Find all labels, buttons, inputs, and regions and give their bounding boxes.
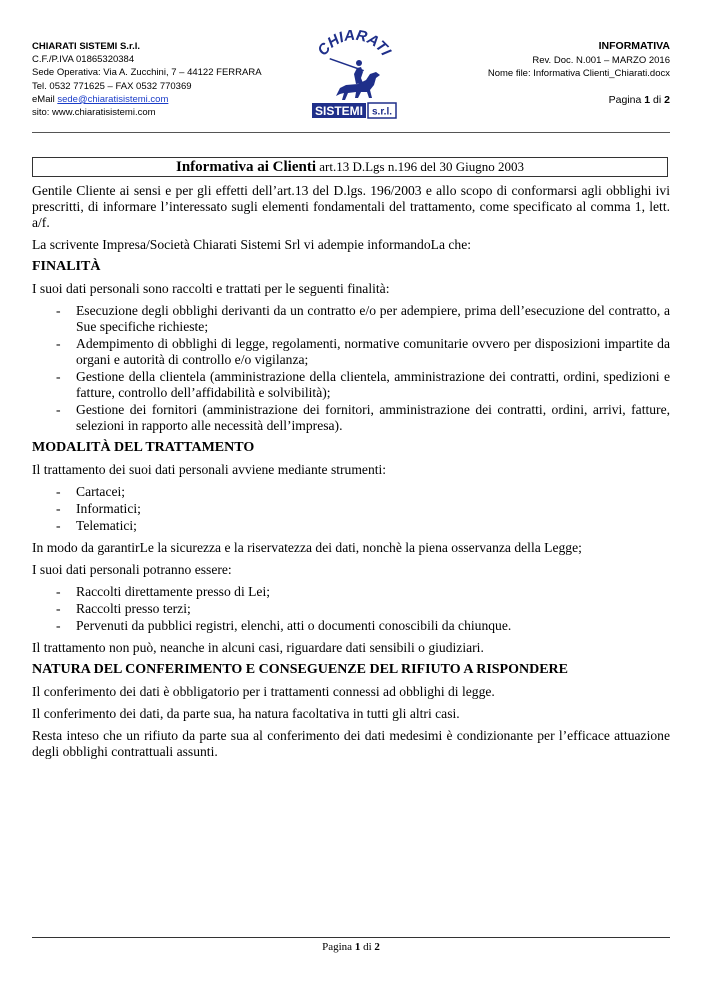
list-item-text: Gestione dei fornitori (amministrazione dei fornitori, amministrazione dei contratti, ordini, arrivi, fatture, selezioni in rapporto alle necessità dell’impresa). xyxy=(76,402,670,433)
list-item-text: Raccolti direttamente presso di Lei; xyxy=(76,584,271,599)
footer-page-prefix: Pagina xyxy=(322,941,355,953)
finalita-paragraph: I suoi dati personali sono raccolti e trattati per le seguenti finalità: xyxy=(32,281,390,296)
list-item: - Raccolti presso terzi; xyxy=(56,601,191,616)
list-item: - Cartacei; xyxy=(56,484,126,499)
footer-divider xyxy=(32,937,670,938)
document-info xyxy=(488,40,670,107)
company-name: CHIARATI SISTEMI S.r.l. xyxy=(32,41,141,52)
footer-page-number xyxy=(0,941,702,953)
document-filename: Nome file: Informativa Clienti_Chiarati.docx xyxy=(487,68,670,80)
list-item: - Esecuzione degli obblighi derivanti da un contratto e/o per adempiere, prima dell’esecuzione del contratto, a Sue specifiche richieste; xyxy=(56,303,670,334)
document-revision: Rev. Doc. N.001 – MARZO 2016 xyxy=(532,55,670,67)
list-item-text: Gestione della clientela (amministrazione della clientela, amministrazione dei contratti, ordini, spedizioni e fatture, controllo dell’affidabilità e solvibilità); xyxy=(76,369,670,400)
list-item-text: Adempimento di obblighi di legge, regolamenti, normative comunitarie ovvero per disposizioni impartite da organi e autorità di controllo e/o vigilanza; xyxy=(76,336,670,367)
email-label: eMail xyxy=(32,93,55,105)
list-item: - Gestione dei fornitori (amministrazione dei fornitori, amministrazione dei contratti, ordini, arrivi, fatture, selezioni in rapporto alle necessità dell’impresa). xyxy=(56,402,670,433)
list-item-text: Raccolti presso terzi; xyxy=(76,601,191,616)
list-item-text: Esecuzione degli obblighi derivanti da un contratto e/o per adempiere, prima dell’esecuzione del contratto, a Sue specifiche richieste; xyxy=(76,303,670,334)
company-email-line xyxy=(32,93,262,106)
email-link[interactable]: sede@chiaratisistemi.com xyxy=(57,93,169,105)
modalita-list xyxy=(32,484,670,534)
list-item-text: Informatici; xyxy=(76,501,141,516)
intro-paragraph-2: La scrivente Impresa/Società Chiarati Sistemi Srl vi adempie informandoLa che: xyxy=(32,237,472,252)
document-title-reference: art.13 D.Lgs n.196 del 30 Giugno 2003 xyxy=(316,159,524,174)
logo-word-srl: s.r.l. xyxy=(371,106,393,118)
logo-word-chiarati: CHIARATI xyxy=(314,30,395,60)
dati-list xyxy=(32,584,670,634)
finalita-list xyxy=(32,303,670,434)
company-info xyxy=(32,40,262,119)
list-item: - Gestione della clientela (amministrazione della clientela, amministrazione dei contratti, ordini, spedizioni e fatture, controllo dell’affidabilità e solvibilità); xyxy=(56,369,670,400)
document-title-box xyxy=(32,157,668,177)
logo-word-sistemi: SISTEMI xyxy=(314,104,364,118)
footer-page-total: 2 xyxy=(374,941,380,953)
document-title: Informativa ai Clienti xyxy=(176,159,316,175)
footer-page-current: 1 xyxy=(354,941,361,953)
header-page-number xyxy=(488,94,670,107)
horse-rider-icon xyxy=(329,58,380,100)
natura-paragraph-1: Il conferimento dei dati è obbligatorio per i trattamenti connessi ad obblighi di legge. xyxy=(32,684,495,699)
garanzia-paragraph: In modo da garantirLe la sicurezza e la riservatezza dei dati, nonchè la piena osservanza della Legge; xyxy=(32,540,582,555)
intro-paragraph: Gentile Cliente ai sensi e per gli effetti dell’art.13 del D.lgs. 196/2003 e allo scopo di conformarsi agli obblighi ivi prescritti, di informare l’interessato sugli elementi fondamentali del trattamento, come specificato al comma 1, lett. a/f. xyxy=(32,183,670,230)
list-item-text: Cartacei; xyxy=(76,484,126,499)
natura-paragraph-3: Resta inteso che un rifiuto da parte sua al conferimento dei dati medesimi è condizionante per l’efficace attuazione degli obblighi contrattuali assunti. xyxy=(32,728,670,759)
section-heading-finalita: FINALITÀ xyxy=(32,259,101,274)
document-type: INFORMATIVA xyxy=(598,40,670,52)
page-current: 1 xyxy=(644,93,651,106)
chiarati-logo xyxy=(306,30,402,122)
list-item: - Raccolti direttamente presso di Lei; xyxy=(56,584,271,599)
list-item-text: Telematici; xyxy=(76,518,137,533)
company-site: sito: www.chiaratisistemi.com xyxy=(32,107,156,119)
modalita-paragraph: Il trattamento dei suoi dati personali avviene mediante strumenti: xyxy=(32,462,387,477)
list-item: - Pervenuti da pubblici registri, elenchi, atti o documenti conoscibili da chiunque. xyxy=(56,618,512,633)
company-vat: C.F./P.IVA 01865320384 xyxy=(32,54,135,66)
page-sep: di xyxy=(650,93,665,106)
page-total: 2 xyxy=(664,93,670,106)
section-heading-natura: NATURA DEL CONFERIMENTO E CONSEGUENZE DEL RIFIUTO A RISPONDERE xyxy=(32,662,568,677)
list-item-text: Pervenuti da pubblici registri, elenchi, atti o documenti conoscibili da chiunque. xyxy=(76,618,512,633)
list-item: - Informatici; xyxy=(56,501,141,516)
dati-paragraph: I suoi dati personali potranno essere: xyxy=(32,562,232,577)
company-address: Sede Operativa: Via A. Zucchini, 7 – 44122 FERRARA xyxy=(32,67,262,79)
company-phone: Tel. 0532 771625 – FAX 0532 770369 xyxy=(32,80,192,92)
document-body xyxy=(32,183,670,766)
natura-paragraph-2: Il conferimento dei dati, da parte sua, ha natura facoltativa in tutti gli altri casi. xyxy=(32,706,460,721)
list-item: - Adempimento di obblighi di legge, regolamenti, normative comunitarie ovvero per disposizioni impartite da organi e autorità di controllo e/o vigilanza; xyxy=(56,336,670,367)
list-item: - Telematici; xyxy=(56,518,137,533)
header-divider xyxy=(32,132,670,133)
section-heading-modalita: MODALITÀ DEL TRATTAMENTO xyxy=(32,440,255,455)
footer-page-sep: di xyxy=(360,941,375,953)
sensibili-paragraph: Il trattamento non può, neanche in alcuni casi, riguardare dati sensibili o giudiziari. xyxy=(32,640,484,655)
page-prefix: Pagina xyxy=(608,93,645,106)
